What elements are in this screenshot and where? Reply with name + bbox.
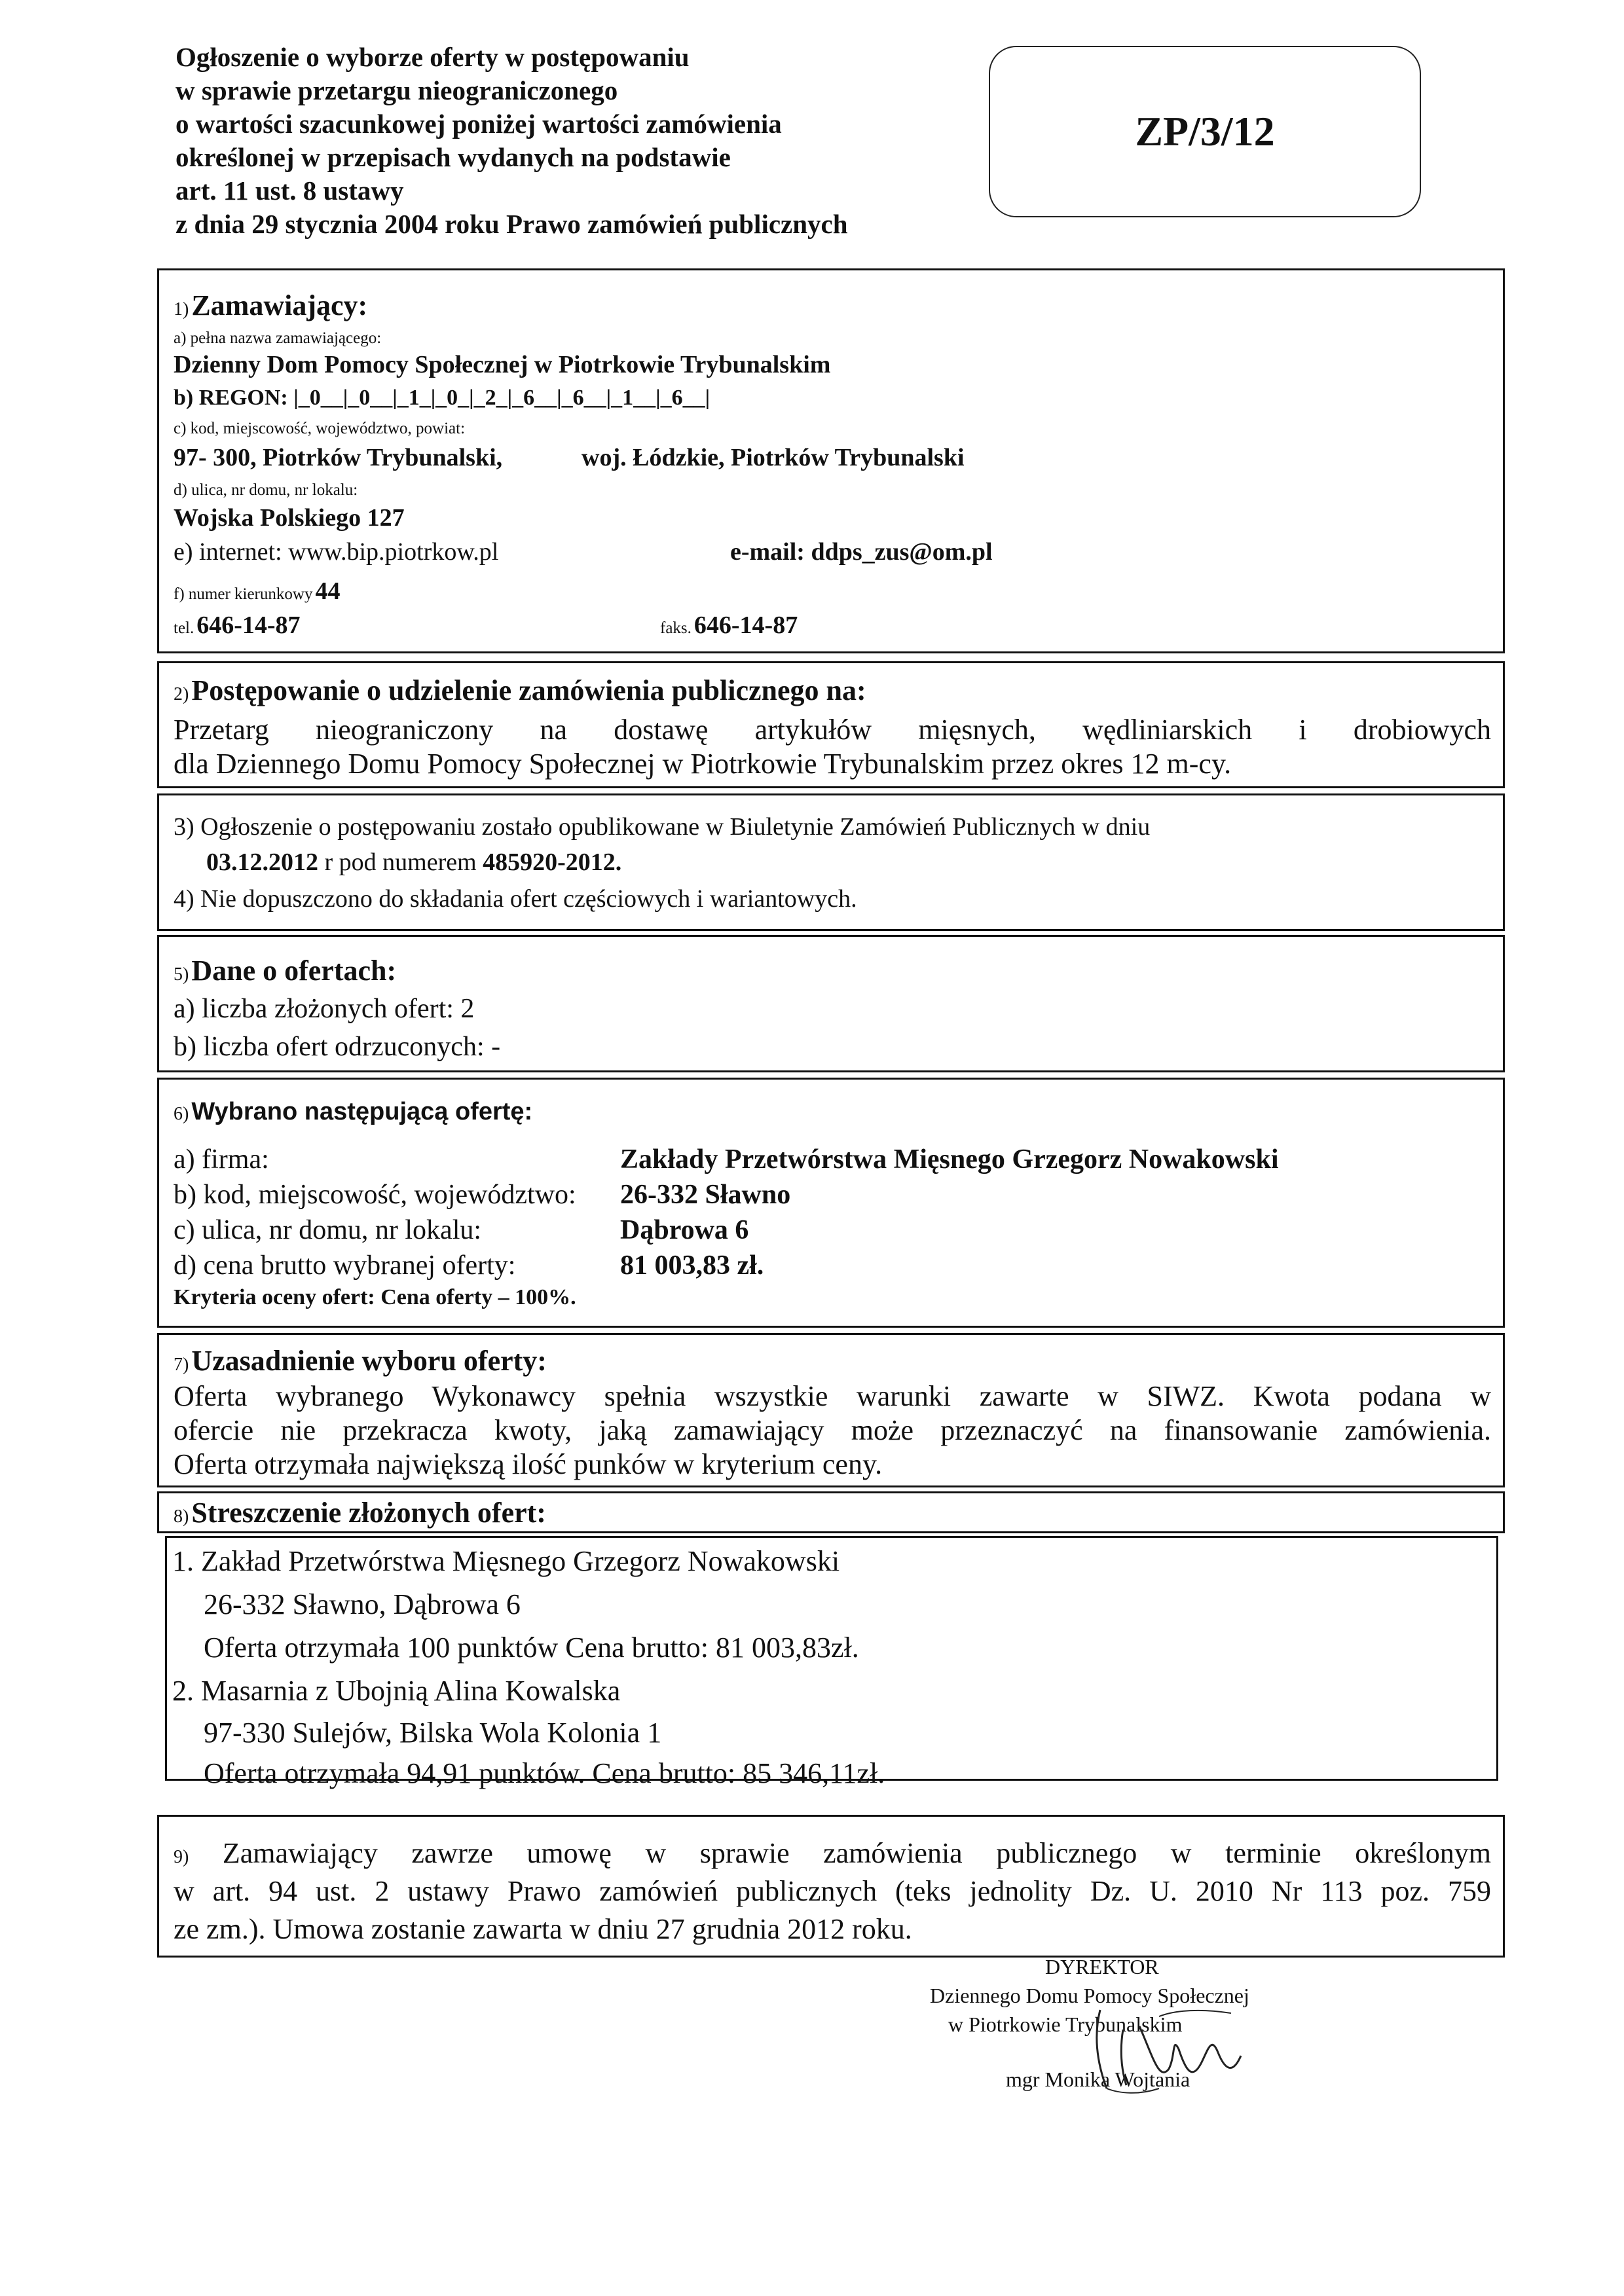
procedure-description: dla Dziennego Domu Pomocy Społecznej w Piotrkowie Trybunalskim przez okres 12 m-cy. bbox=[174, 748, 1232, 780]
offers-summary-list bbox=[165, 1536, 1498, 1789]
section-contracting-authority bbox=[157, 268, 1505, 653]
authority-name: Dzienny Dom Pomocy Społecznej w Piotrkowie Trybunalskim bbox=[174, 351, 831, 378]
field-label: c) kod, miejscowość, województwo, powiat: bbox=[174, 420, 466, 437]
justification-text: ofercie nie przekracza kwoty, jaką zamawiający może przeznaczyć na finansowanie zamówienia. bbox=[174, 1414, 1491, 1446]
section-procedure bbox=[157, 661, 1505, 788]
document-title bbox=[175, 41, 1001, 241]
offer-result: Oferta otrzymała 94,91 punktów. Cena brutto: 85 346,11zł. bbox=[204, 1757, 885, 1789]
street-address: Wojska Polskiego 127 bbox=[174, 504, 405, 532]
section-heading: Wybrano następującą ofertę: bbox=[191, 1098, 533, 1125]
field-label: a) pełna nazwa zamawiającego: bbox=[174, 329, 382, 347]
title-line: w sprawie przetargu nieograniczonego bbox=[175, 75, 618, 105]
contract-text: ze zm.). Umowa zostanie zawarta w dniu 27 grudnia 2012 roku. bbox=[174, 1913, 912, 1945]
section-heading: Streszczenie złożonych ofert: bbox=[191, 1497, 546, 1529]
phone-number: 646-14-87 bbox=[196, 611, 301, 639]
field-label: f) numer kierunkowy bbox=[174, 585, 313, 603]
field-label: tel. bbox=[174, 619, 194, 637]
title-line: o wartości szacunkowej poniżej wartości zamówienia bbox=[175, 109, 782, 139]
section-contract bbox=[157, 1815, 1505, 1958]
signature-title: DYREKTOR bbox=[1045, 1955, 1159, 1978]
signature-line: w Piotrkowie Trybunalskim bbox=[948, 2013, 1183, 2036]
offers-rejected: b) liczba ofert odrzuconych: - bbox=[174, 1032, 501, 1062]
regon-number: b) REGON: |_0__|_0__|_1_|_0_|_2_|_6__|_6__|_1__|_6__| bbox=[174, 386, 710, 410]
section-selected-offer bbox=[157, 1078, 1505, 1328]
offer-address: 26-332 Sławno, Dąbrowa 6 bbox=[204, 1588, 521, 1620]
title-line: Ogłoszenie o wyborze oferty w postępowaniu bbox=[175, 42, 690, 72]
selected-postal-city: 26-332 Sławno bbox=[620, 1180, 791, 1210]
selected-price: 81 003,83 zł. bbox=[620, 1250, 764, 1281]
fax-number: 646-14-87 bbox=[693, 611, 798, 639]
section-number: 7) bbox=[174, 1355, 189, 1375]
offers-submitted: a) liczba złożonych ofert: 2 bbox=[174, 994, 475, 1024]
signature-line: Dziennego Domu Pomocy Społecznej bbox=[930, 1984, 1249, 2007]
contract-text: Zamawiający zawrze umowę w sprawie zamówienia publicznego w terminie określonym bbox=[222, 1837, 1491, 1869]
publication-number: 485920-2012. bbox=[483, 848, 622, 876]
justification-text: Oferta wybranego Wykonawcy spełnia wszystkie warunki zawarte w SIWZ. Kwota podana w bbox=[174, 1380, 1491, 1412]
field-label: b) kod, miejscowość, województwo: bbox=[174, 1180, 576, 1210]
offer-address: 97-330 Sulejów, Bilska Wola Kolonia 1 bbox=[204, 1717, 662, 1749]
internet-address: www.bip.piotrkow.pl bbox=[288, 538, 499, 566]
case-number-box bbox=[989, 46, 1421, 217]
selected-company: Zakłady Przetwórstwa Mięsnego Grzegorz Nowakowski bbox=[620, 1144, 1279, 1175]
field-label: faks. bbox=[660, 619, 692, 637]
postal-city: 97- 300, Piotrków Trybunalski, bbox=[174, 444, 503, 471]
field-label: d) ulica, nr domu, nr lokalu: bbox=[174, 481, 358, 499]
field-label: a) firma: bbox=[174, 1144, 269, 1175]
handwritten-signature bbox=[1061, 1990, 1297, 2102]
signature-name: mgr Monika Wojtania bbox=[1006, 2068, 1190, 2091]
publication-text: r pod numerem bbox=[324, 848, 477, 876]
publication-date: 03.12.2012 bbox=[206, 848, 318, 876]
offer-title: 2. Masarnia z Ubojnią Alina Kowalska bbox=[172, 1675, 621, 1707]
section-offers-data bbox=[157, 935, 1505, 1072]
section-heading: Uzasadnienie wyboru oferty: bbox=[191, 1345, 547, 1377]
email-address: e-mail: ddps_zus@om.pl bbox=[730, 538, 993, 566]
section-number: 2) bbox=[174, 684, 189, 704]
region: woj. Łódzkie, Piotrków Trybunalski bbox=[581, 444, 965, 471]
title-line: z dnia 29 stycznia 2004 roku Prawo zamówień publicznych bbox=[175, 209, 848, 239]
section-publication bbox=[157, 793, 1505, 931]
field-label: c) ulica, nr domu, nr lokalu: bbox=[174, 1215, 482, 1245]
section-number: 8) bbox=[174, 1506, 189, 1527]
field-label: e) internet: bbox=[174, 538, 282, 566]
section-heading: Dane o ofertach: bbox=[191, 955, 397, 987]
title-line: art. 11 ust. 8 ustawy bbox=[175, 175, 404, 206]
partial-offers-note: 4) Nie dopuszczono do składania ofert częściowych i wariantowych. bbox=[174, 885, 857, 913]
field-label: d) cena brutto wybranej oferty: bbox=[174, 1250, 516, 1281]
area-code: 44 bbox=[315, 577, 341, 605]
section-number: 6) bbox=[174, 1104, 189, 1124]
offer-title: 1. Zakład Przetwórstwa Mięsnego Grzegorz Nowakowski bbox=[172, 1545, 840, 1577]
selected-street: Dąbrowa 6 bbox=[620, 1215, 749, 1245]
section-number: 9) bbox=[174, 1847, 189, 1867]
procedure-description: Przetarg nieograniczony na dostawę artykułów mięsnych, wędliniarskich i drobiowych bbox=[174, 714, 1491, 746]
case-number: ZP/3/12 bbox=[1135, 108, 1275, 155]
publication-text: 3) Ogłoszenie o postępowaniu zostało opublikowane w Biuletynie Zamówień Publicznych w dniu bbox=[174, 813, 1151, 841]
section-number: 5) bbox=[174, 964, 189, 985]
title-line: określonej w przepisach wydanych na podstawie bbox=[175, 142, 731, 172]
section-offers-summary bbox=[157, 1491, 1505, 1533]
offer-result: Oferta otrzymała 100 punktów Cena brutto: 81 003,83zł. bbox=[204, 1631, 859, 1664]
evaluation-criteria: Kryteria oceny ofert: Cena oferty – 100%. bbox=[174, 1285, 576, 1309]
section-number: 1) bbox=[174, 299, 189, 319]
contract-text: w art. 94 ust. 2 ustawy Prawo zamówień publicznych (teks jednolity Dz. U. 2010 Nr 113 poz. 759 bbox=[174, 1875, 1491, 1907]
justification-text: Oferta otrzymała największą ilość punków w kryterium ceny. bbox=[174, 1448, 883, 1480]
section-heading: Postępowanie o udzielenie zamówienia publicznego na: bbox=[191, 674, 866, 706]
section-heading: Zamawiający: bbox=[191, 289, 368, 321]
section-justification bbox=[157, 1333, 1505, 1487]
